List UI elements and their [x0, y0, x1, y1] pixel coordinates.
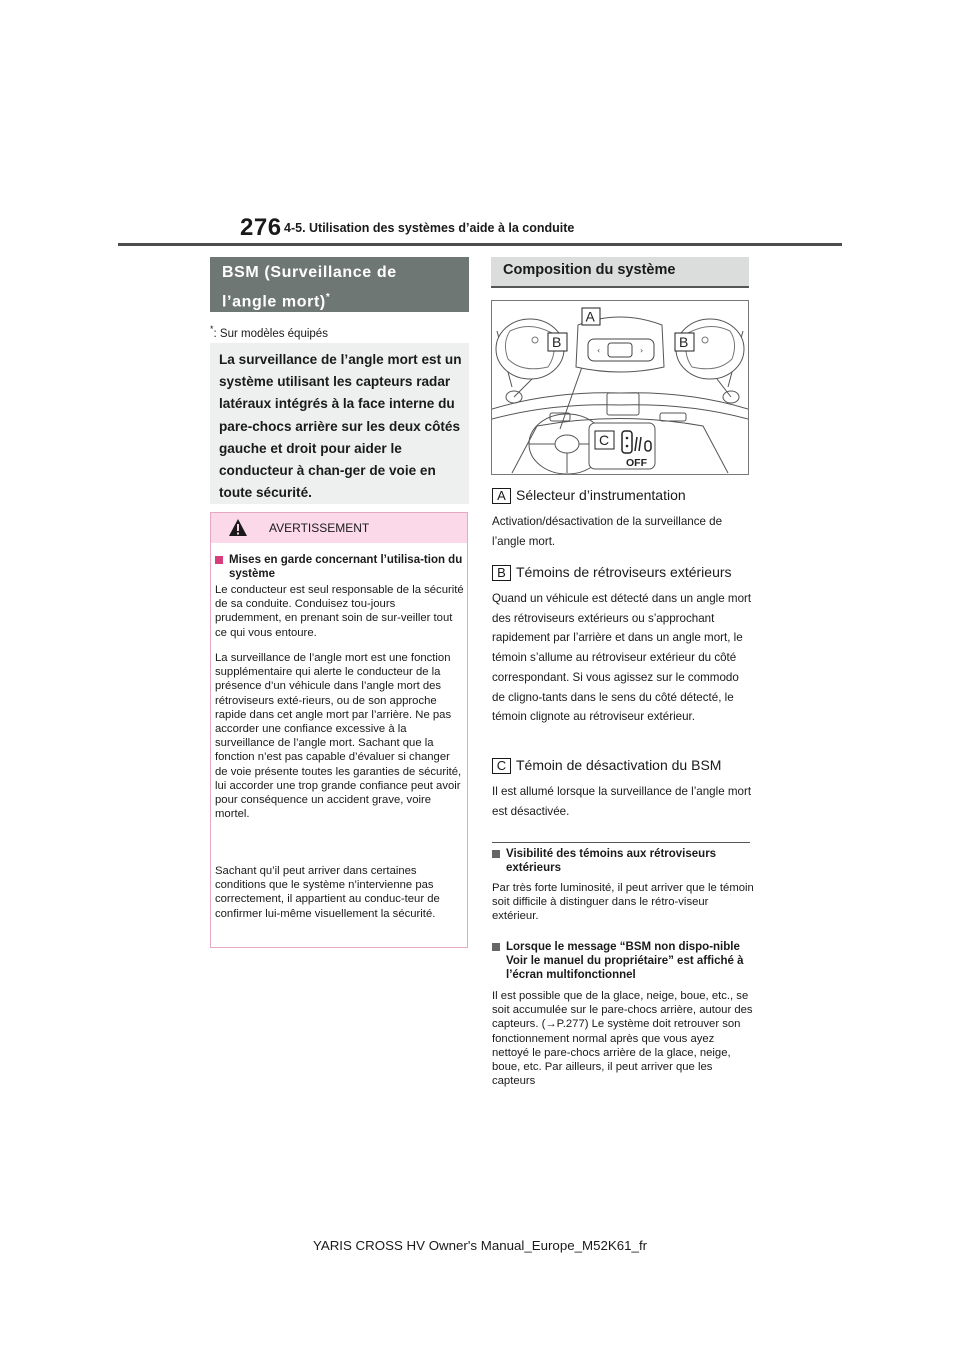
note-heading-1-text: Visibilité des témoins aux rétroviseurs extérieurs	[506, 848, 717, 874]
page-number: 276	[240, 214, 282, 241]
header-divider	[118, 243, 842, 246]
item-text-a: Activation/désactivation de la surveillance de l’angle mort.	[492, 515, 723, 548]
bsm-title-box	[210, 257, 469, 312]
footer: YARIS CROSS HV Owner's Manual_Europe_M52K61_fr	[312, 1238, 648, 1253]
off-indicator-text: OFF	[626, 457, 647, 469]
note-heading-2-text: Lorsque le message “BSM non dispo-nible Voir le manuel du propriétaire” est affiché à l’écran multifonctionnel	[506, 941, 744, 981]
composition-title-box	[491, 257, 749, 288]
svg-text:‹: ‹	[597, 346, 601, 355]
warning-header	[211, 513, 467, 543]
intro-text: La surveillance de l’angle mort est un système utilisant les capteurs radar latéraux intégrés à la face interne du pare-chocs arrière sur les deux côtés gauche et droit pour aider le conducteur à chan-ger de voie en toute sécurité.	[219, 352, 462, 501]
warning-paragraph-2: La surveillance de l’angle mort est une fonction supplémentaire qui alerte le conducteur de la présence d’un véhicule dans l’angle mort des rétroviseurs exté-rieurs, ou de son approche rapide dans cet angle mort par l’arrière. Ne pas accorder une confiance excessive à la surveillance de l’angle mort. Sachant que la fonction n’est pas capable d’évaluer si changer de voie présente toutes les garanties de sécurité, lui accorder une trop grande confiance peut avoir pour conséquence un accident grave, voire mortel.	[215, 652, 462, 821]
system-illustration	[491, 300, 749, 475]
illustration-label-a: A	[585, 308, 595, 325]
footnote	[210, 324, 328, 340]
section-title: 4-5. Utilisation des systèmes d’aide à la conduite	[284, 221, 575, 235]
item-title-b: Témoins de rétroviseurs extérieurs	[516, 564, 732, 580]
illustration-label-b-right: B	[679, 334, 689, 350]
footnote-text: : Sur modèles équipés	[213, 327, 328, 340]
svg-text:›: ›	[640, 346, 644, 355]
warning-subheading	[215, 553, 469, 581]
item-title-c: Témoin de désactivation du BSM	[516, 757, 722, 773]
bsm-title-mark: *	[325, 292, 331, 303]
bsm-title-line1: BSM (Surveillance de	[222, 264, 397, 281]
illustration-label-b-left: B	[552, 334, 562, 350]
composition-title: Composition du système	[503, 262, 676, 278]
bsm-title-line2: l’angle mort)	[222, 293, 326, 311]
note-text-1: Par très forte luminosité, il peut arriver que le témoin soit difficile à distinguer dans le rétro-viseur extérieur.	[492, 882, 754, 923]
intro-box	[210, 343, 469, 504]
footnote-mark: *	[210, 324, 214, 334]
illustration-label-c: C	[599, 432, 610, 448]
warning-triangle-icon	[228, 518, 248, 537]
note-text-2: Il est possible que de la glace, neige, boue, etc., se soit accumulée sur le pare-chocs arrière, autour des capteurs. (→P.277) Le système doit retrouver son fonctionnement normal après que vous ayez nettoyé le pare-chocs arrière de la glace, neige, boue, etc. Par ailleurs, il peut arriver que les capteurs	[492, 990, 753, 1088]
warning-subheading-text: Mises en garde concernant l’utilisa-tion du système	[229, 554, 463, 580]
bullet-square-icon	[492, 943, 500, 951]
notes-divider	[492, 842, 750, 843]
item-label-c: C	[492, 758, 511, 774]
item-text-c: Il est allumé lorsque la surveillance de l’angle mort est désactivée.	[492, 785, 752, 818]
warning-paragraph-1: Le conducteur est seul responsable de la sécurité de sa conduite. Conduisez tou-jours prudemment, en prenant soin de sur-veiller tout ce qui vous entoure.	[215, 584, 464, 639]
item-title-a: Sélecteur d’instrumentation	[516, 487, 686, 503]
item-label-b: B	[492, 565, 511, 581]
warning-box	[210, 512, 468, 948]
note-heading-2	[492, 940, 750, 982]
item-text-b: Quand un véhicule est détecté dans un angle mort des rétroviseurs extérieurs ou s’approchant rapidement par l’arrière et dans un angle mort, le témoin s’allume au rétroviseur extérieur du côté correspondant. Si vous agissez sur le commodo de cligno-tants dans le sens du côté détecté, le témoin clignote au rétroviseur extérieur.	[492, 592, 752, 724]
item-label-a: A	[492, 488, 511, 504]
note-heading-1	[492, 847, 750, 875]
bullet-square-icon	[215, 556, 223, 564]
warning-title: AVERTISSEMENT	[269, 521, 370, 535]
dashboard-illustration	[492, 301, 748, 474]
warning-paragraph-3: Sachant qu’il peut arriver dans certaines conditions que le système n’intervienne pas correctement, il appartient au conduc-teur de confirmer lui-même visuellement la sécurité.	[215, 865, 440, 920]
bsm-title	[222, 260, 397, 314]
bullet-square-icon	[492, 850, 500, 858]
